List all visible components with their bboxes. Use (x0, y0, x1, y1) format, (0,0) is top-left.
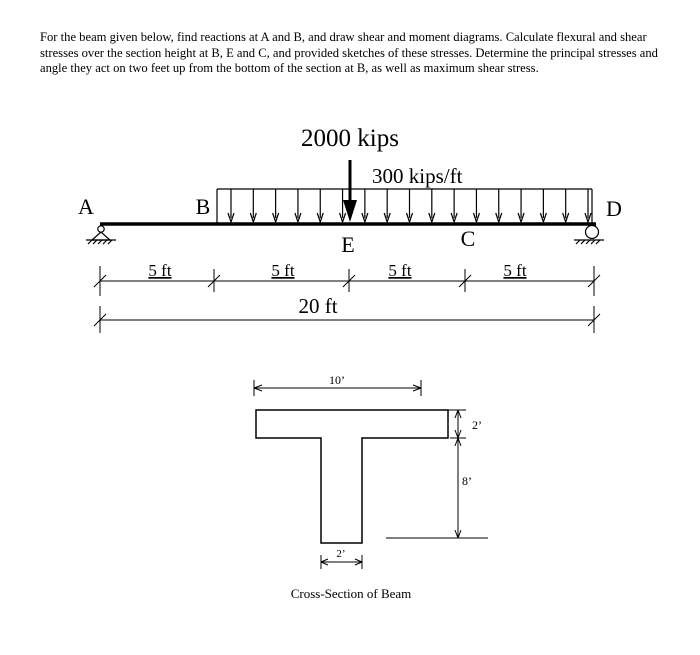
problem-statement: For the beam given below, find reactions at A and B, and draw shear and moment diagrams. Calculate flexural and shear stresses over the section height at B, E and C, and provided sketches of these stresses. Determine the principal stresses and angle they act on two feet up from the bottom of the section at B, as well as maximum shear stress. (40, 30, 658, 75)
udl-arrow (563, 189, 569, 222)
distributed-load-label: 300 kips/ft (372, 164, 463, 188)
udl-arrow (540, 189, 546, 222)
roller-support-d (574, 226, 604, 245)
distributed-load-arrows (228, 189, 591, 222)
udl-arrow (340, 189, 346, 222)
udl-arrow (250, 189, 256, 222)
span-label-1: 5 ft (148, 261, 172, 280)
point-d-label: D (606, 196, 622, 221)
span-label-2: 5 ft (271, 261, 295, 280)
udl-arrow (451, 189, 457, 222)
total-dimension-line (94, 306, 600, 333)
span-label-4: 5 ft (503, 261, 527, 280)
udl-arrow (407, 189, 413, 222)
section-caption: Cross-Section of Beam (290, 586, 412, 601)
udl-arrow (429, 189, 435, 222)
udl-arrow (473, 189, 479, 222)
web-width-label: 2’ (336, 548, 346, 560)
udl-arrow (585, 189, 591, 222)
total-length-label: 20 ft (298, 294, 338, 318)
span-label-3: 5 ft (388, 261, 412, 280)
point-load-arrow (343, 160, 357, 222)
udl-arrow (317, 189, 323, 222)
udl-arrow (228, 189, 234, 222)
flange-thickness-label: 2’ (472, 418, 482, 432)
point-e-label: E (341, 232, 355, 257)
point-b-label: B (195, 194, 211, 219)
pin-support-a (86, 226, 116, 244)
t-section-shape (256, 410, 448, 543)
udl-arrow (362, 189, 368, 222)
udl-arrow (518, 189, 524, 222)
web-depth-label: 8’ (462, 474, 472, 488)
flange-width-label: 10’ (329, 373, 345, 387)
udl-arrow (496, 189, 502, 222)
distributed-load (217, 189, 592, 223)
udl-arrow (273, 189, 279, 222)
udl-arrow (295, 189, 301, 222)
point-load-label: 2000 kips (301, 125, 399, 152)
point-c-label: C (460, 226, 476, 251)
udl-arrow (384, 189, 390, 222)
point-a-label: A (78, 194, 94, 219)
